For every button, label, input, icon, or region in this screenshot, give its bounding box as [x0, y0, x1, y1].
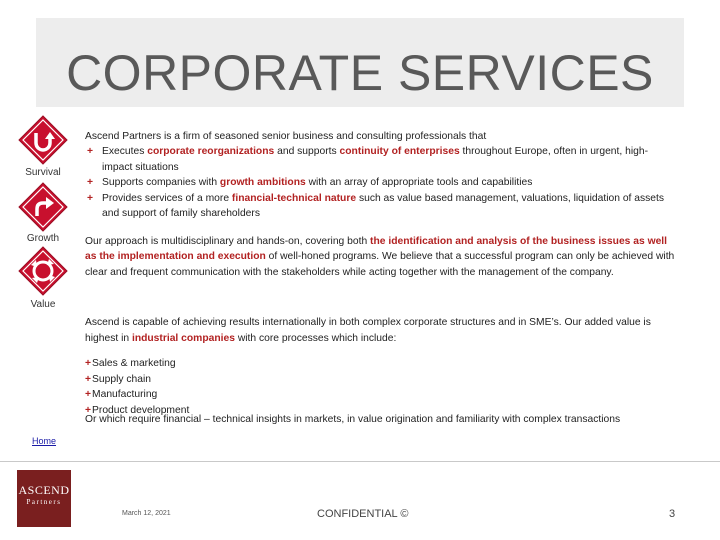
closing-paragraph: Or which require financial – technical insights in markets, in value origination and familiarity with complex transactions	[85, 414, 621, 425]
list-item: +Sales & marketing	[85, 358, 176, 370]
title-banner	[36, 18, 684, 107]
footer-confidential: CONFIDENTIAL ©	[317, 508, 409, 520]
plus-icon: +	[87, 146, 94, 158]
u-turn-arrow-icon	[18, 115, 68, 165]
approach-paragraph: Our approach is multidisciplinary and hands-on, covering both the identification and analysis of the business issues as well as the implementation and execution of well-honed programs. We believe that a successful program can only be achieved with clear and frequent communication with the stakeholders while acting together with the management of the company.	[85, 236, 675, 278]
intro-section	[85, 129, 677, 221]
process-list	[85, 356, 677, 418]
plus-icon: +	[87, 192, 94, 204]
home-link[interactable]: Home	[32, 436, 57, 446]
footer-divider	[0, 461, 720, 462]
plus-icon: +	[85, 389, 92, 401]
sign-label-value: Value	[30, 299, 56, 310]
plus-icon: +	[87, 177, 94, 189]
list-item: + Supports companies with growth ambitions with an array of appropriate tools and capabilities	[85, 175, 677, 190]
plus-icon: +	[85, 404, 92, 416]
ascend-logo: ASCEND Partners	[17, 470, 71, 527]
services-list	[85, 144, 677, 221]
capability-paragraph: Ascend is capable of achieving results internationally in both complex corporate structures and in SME’s. Our added value is highest in industrial companies with core processes which include: +Sales & marketing +Supply chain +Manufacturing +Product development	[85, 305, 677, 418]
roundabout-icon	[18, 246, 68, 296]
intro-text: Ascend Partners is a firm of seasoned senior business and consulting professionals that	[85, 131, 487, 142]
list-item: +Manufacturing	[85, 389, 158, 401]
plus-icon: +	[85, 373, 92, 385]
list-item: +Product development	[85, 404, 190, 416]
plus-icon: +	[85, 358, 92, 370]
list-item: +Supply chain	[85, 373, 151, 385]
sign-label-survival: Survival	[25, 167, 61, 178]
page-number: 3	[669, 508, 676, 520]
list-item: + Executes corporate reorganizations and supports continuity of enterprises throughout Europe, often in urgent, high-impact situations	[87, 146, 649, 173]
footer-date: March 12, 2021	[122, 510, 171, 517]
sign-label-growth: Growth	[26, 233, 60, 244]
turn-right-arrow-icon	[18, 182, 68, 232]
page-title: CORPORATE SERVICES	[66, 45, 654, 101]
list-item: + Provides services of a more financial-technical nature such as value based management, valuations, liquidation of assets and support of family shareholders	[87, 192, 665, 220]
